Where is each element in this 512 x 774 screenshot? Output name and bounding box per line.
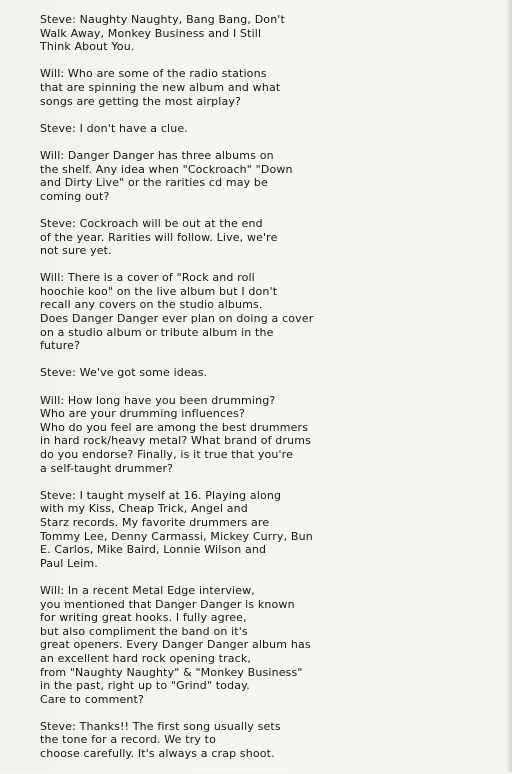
text-line: Steve: I don't have a clue. xyxy=(40,121,188,135)
text-line: recall any covers on the studio albums. xyxy=(40,298,263,312)
text-line: Care to comment? xyxy=(40,692,145,706)
text-line: in the past, right up to "Grind" today. xyxy=(40,679,250,693)
text-line: Starz records. My favorite drummers are xyxy=(40,515,270,529)
text-line: not sure yet. xyxy=(40,244,112,258)
text-line: future? xyxy=(40,339,81,353)
text-line: with my Kiss, Cheap Trick, Angel and xyxy=(40,502,248,516)
text-line: but also compliment the band on it's xyxy=(40,624,248,638)
text-line: songs are getting the most airplay? xyxy=(40,94,242,108)
paragraph xyxy=(40,149,506,203)
text-line: Steve: Naughty Naughty, Bang Bang, Don't xyxy=(40,13,285,26)
text-line: and Dirty Live" or the rarities cd may be xyxy=(40,176,268,190)
text-line: for writing great hooks. I fully agree, xyxy=(40,611,247,625)
text-line: Tommy Lee, Denny Carmassi, Mickey Curry, Bun xyxy=(40,529,313,543)
text-line: the shelf. Any idea when "Cockroach" "Down xyxy=(40,162,293,176)
paragraph xyxy=(40,122,506,136)
paragraph xyxy=(40,584,506,706)
text-line: Steve: Thanks!! The first song usually sets xyxy=(40,719,281,733)
text-line: hoochie koo" on the live album but I don't xyxy=(40,284,278,298)
text-line: Walk Away, Monkey Business and I Still xyxy=(40,26,262,40)
paragraph xyxy=(40,394,506,476)
text-line: Steve: Cockroach will be out at the end xyxy=(40,216,263,230)
text-line: from "Naughty Naughty" & "Monkey Business" xyxy=(40,665,303,679)
text-line: a self-taught drummer? xyxy=(40,461,174,475)
text-line: Will: There is a cover of "Rock and roll xyxy=(40,271,255,285)
text-line: Think About You. xyxy=(40,40,135,54)
text-line: on a studio album or tribute album in the xyxy=(40,325,274,339)
text-line: of the year. Rarities will follow. Live, we're xyxy=(40,230,278,244)
paragraph xyxy=(40,489,506,571)
page-edge-shadow xyxy=(506,0,512,772)
text-line: that are spinning the new album and what xyxy=(40,80,281,94)
text-line: Does Danger Danger ever plan on doing a cover xyxy=(40,312,314,326)
text-line: Steve: We've got some ideas. xyxy=(40,366,208,380)
text-line: the tone for a record. We try to xyxy=(40,733,216,747)
paragraph xyxy=(40,13,506,54)
text-line: you mentioned that Danger Danger is known xyxy=(40,597,295,611)
text-line: E. Carlos, Mike Baird, Lonnie Wilson and xyxy=(40,543,267,557)
text-line: an excellent hard rock opening track, xyxy=(40,651,252,665)
paragraph xyxy=(40,67,506,108)
text-line: Will: Danger Danger has three albums on xyxy=(40,148,274,162)
text-line: choose carefully. It's always a crap shoot. xyxy=(40,747,275,761)
text-line: Will: In a recent Metal Edge interview, xyxy=(40,583,255,597)
paragraph xyxy=(40,366,506,380)
paragraph xyxy=(40,217,506,258)
paragraph xyxy=(40,271,506,353)
text-line: Who do you feel are among the best drummers xyxy=(40,420,309,434)
text-line: in hard rock/heavy metal? What brand of drums xyxy=(40,434,311,448)
text-line: coming out? xyxy=(40,189,110,203)
paragraph xyxy=(40,720,506,761)
text-line: Paul Leim. xyxy=(40,556,98,570)
text-line: do you endorse? Finally, is it true that you're xyxy=(40,448,294,461)
interview-text xyxy=(40,13,506,774)
text-line: Steve: I taught myself at 16. Playing along xyxy=(40,488,282,502)
text-line: Will: Who are some of the radio stations xyxy=(40,67,267,81)
text-line: Who are your drumming influences? xyxy=(40,407,246,421)
text-line: great openers. Every Danger Danger album has xyxy=(40,638,311,652)
text-line: Will: How long have you been drumming? xyxy=(40,393,276,407)
